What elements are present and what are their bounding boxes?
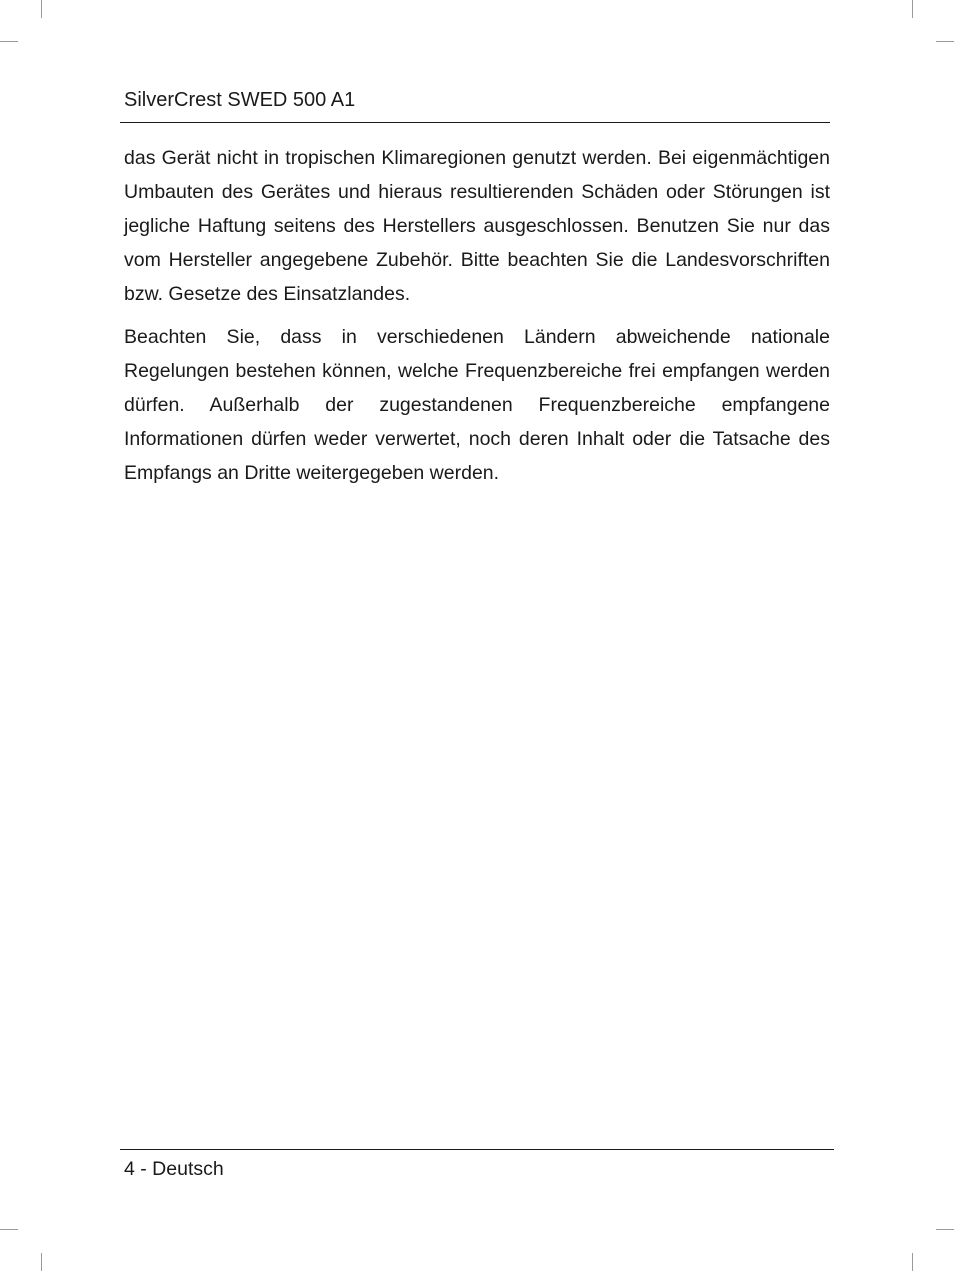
crop-mark-top-left-h — [0, 41, 18, 42]
header-rule — [120, 122, 830, 123]
crop-mark-bottom-right-h — [936, 1229, 954, 1230]
crop-mark-bottom-left — [41, 1253, 42, 1271]
crop-mark-top-right — [912, 0, 913, 18]
crop-mark-top-left — [41, 0, 42, 18]
page-number-label: 4 - Deutsch — [124, 1158, 224, 1180]
crop-mark-bottom-left-h — [0, 1229, 18, 1230]
paragraph-1: das Gerät nicht in tropischen Klimaregionen genutzt werden. Bei eigenmächtigen Umbauten des Gerätes und hieraus resultierenden Schäden oder Störungen ist jegliche Haftung seitens des Herstellers ausgeschlossen. Benutzen Sie nur das vom Hersteller angegebene Zubehör. Bitte beachten Sie die Landesvorschriften bzw. Gesetze des Einsatzlandes. — [124, 147, 830, 305]
footer-rule — [120, 1149, 834, 1150]
crop-mark-bottom-right — [912, 1253, 913, 1271]
page-header-title: SilverCrest SWED 500 A1 — [124, 89, 356, 111]
body-text — [124, 141, 830, 499]
crop-mark-top-right-h — [936, 41, 954, 42]
paragraph-2: Beachten Sie, dass in verschiedenen Ländern abweichende nationale Regelungen bestehen können, welche Frequenzbereiche frei empfangen werden dürfen. Außerhalb der zugestandenen Frequenzbereiche empfangene Informationen dürfen weder verwertet, noch deren Inhalt oder die Tatsache des Empfangs an Dritte weitergegeben werden. — [124, 326, 830, 484]
